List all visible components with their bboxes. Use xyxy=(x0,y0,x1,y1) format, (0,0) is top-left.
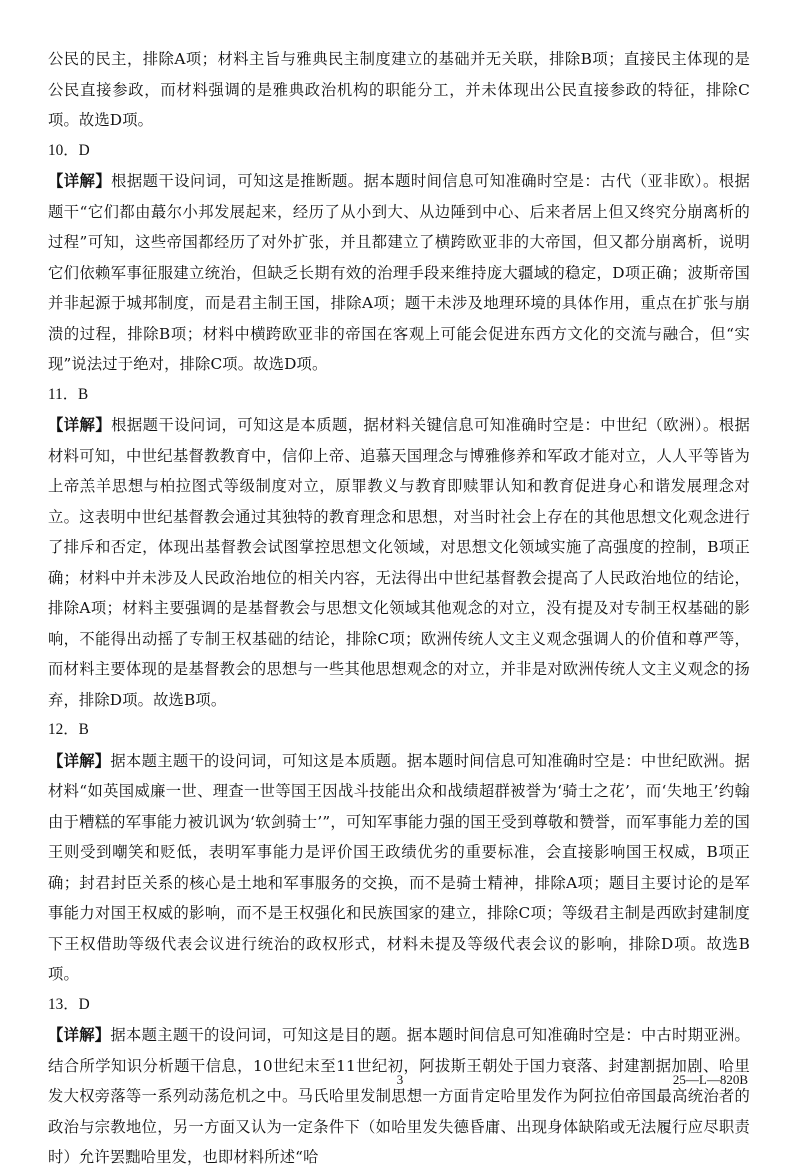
question-13-number: 13．D xyxy=(48,995,90,1013)
page-number: 3 xyxy=(396,1072,404,1087)
question-12-number: 12．B xyxy=(48,721,89,738)
question-10-explanation xyxy=(48,166,750,380)
detail-tag: 【详解】 xyxy=(48,416,112,434)
continuation-paragraph: 公民的民主，排除A项；材料主旨与雅典民主制度建立的基础并无关联，排除B项；直接民主体现的是公民直接参政，而材料强调的是雅典政治机构的职能分工，并未体现出公民直接参政的特征，排除C项。故选D项。 xyxy=(48,50,750,129)
question-10-text: 根据题干设问词，可知这是推断题。据本题时间信息可知准确时空是：古代（亚非欧）。根据题干“它们都由蕞尔小邦发展起来，经历了从小到大、从边陲到中心、后来者居上但又终究分崩离析的过程”可知，这些帝国都经历了对外扩张，并且都建立了横跨欧亚非的大帝国，但又都分崩离析，说明它们依赖军事征服建立统治，但缺乏长期有效的治理手段来维持庞大疆域的稳定，D项正确；波斯帝国并非起源于城邦制度，而是君主制王国，排除A项；题干未涉及地理环境的具体作用，重点在扩张与崩溃的过程，排除B项；材料中横跨欧亚非的帝国在客观上可能会促进东西方文化的交流与融合，但“实现”说法过于绝对，排除C项。故选D项。 xyxy=(48,172,750,373)
question-11-explanation xyxy=(48,410,750,715)
question-12-text: 据本题主题干的设问词，可知这是本质题。据本题时间信息可知准确时空是：中世纪欧洲。据材料“如英国威廉一世、理查一世等国王因战斗技能出众和战绩超群被誉为‘骑士之花’，而‘失地王’约翰由于糟糕的军事能力被讥讽为‘软剑骑士’”，可知军事能力强的国王受到尊敬和赞誉，而军事能力差的国王则受到嘲笑和贬低，表明军事能力是评价国王政绩优劣的重要标准，会直接影响国王权威，B项正确；封君封臣关系的核心是土地和军事服务的交换，而不是骑士精神，排除A项；题目主要讨论的是军事能力对国王权威的影响，而不是王权强化和民族国家的建立，排除C项；等级君主制是西欧封建制度下王权借助等级代表会议进行统治的政权形式，材料未提及等级代表会议的影响，排除D项。故选B项。 xyxy=(48,751,750,983)
question-11-text: 根据题干设问词，可知这是本质题，据材料关键信息可知准确时空是：中世纪（欧洲）。根据材料可知，中世纪基督教教育中，信仰上帝、追慕天国理念与博雅修养和军政才能对立，人人平等皆为上帝羔羊思想与柏拉图式等级制度对立，原罪教义与教育即赎罪认知和教育促进身心和谐发展理念对立。这表明中世纪基督教会通过其独特的教育理念和思想，对当时社会上存在的其他思想文化观念进行了排斥和否定，体现出基督教会试图掌控思想文化领域，对思想文化领域实施了高强度的控制，B项正确；材料中并未涉及人民政治地位的相关内容，无法得出中世纪基督教会提高了人民政治地位的结论，排除A项；材料主要强调的是基督教会与思想文化领域其他观念的对立，没有提及对专制王权基础的影响，不能得出动摇了专制王权基础的结论，排除C项；欧洲传统人文主义观念强调人的价值和尊严等，而材料主要体现的是基督教会的思想与一些其他思想观念的对立，并非是对欧洲传统人文主义观念的扬弃，排除D项。故选B项。 xyxy=(48,416,750,709)
question-13-explanation xyxy=(48,1020,750,1173)
detail-tag: 【详解】 xyxy=(48,1026,111,1044)
question-11-number: 11．B xyxy=(48,385,89,403)
question-10-number: 10．D xyxy=(48,141,90,159)
detail-tag: 【详解】 xyxy=(48,172,112,190)
question-12-explanation xyxy=(48,746,750,990)
question-13-text: 据本题主题干的设问词，可知这是目的题。据本题时间信息可知准确时空是：中古时期亚洲。结合所学知识分析题干信息，10世纪末至11世纪初，阿拔斯王朝处于国力衰落、封建割据加剧、哈里发大权旁落等一系列动荡危机之中。马氏哈里发制思想一方面肯定哈里发作为阿拉伯帝国最高统治者的政治与宗教地位，另一方面又认为一定条件下（如哈里发失德昏庸、出现身体缺陷或无法履行应尽职责时）允许罢黜哈里发，也即材料所述“哈 xyxy=(48,1026,750,1166)
document-code: 25—L—820B xyxy=(672,1072,748,1087)
detail-tag: 【详解】 xyxy=(48,751,111,770)
